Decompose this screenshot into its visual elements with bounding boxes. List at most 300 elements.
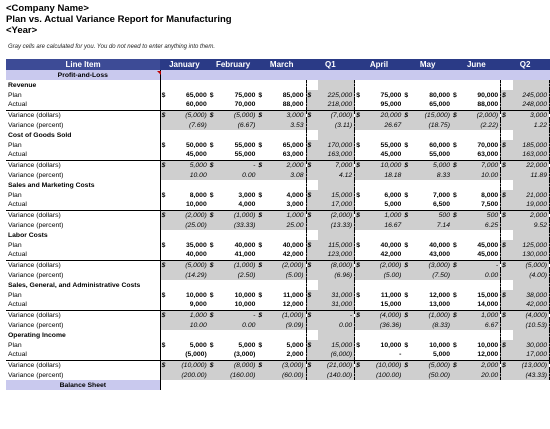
value-cell: (3,000) xyxy=(416,260,452,270)
empty-cell xyxy=(209,230,221,240)
table-row xyxy=(6,120,550,130)
empty-cell xyxy=(355,130,367,140)
currency-symbol: $ xyxy=(404,91,409,99)
row-label: Plan xyxy=(6,240,160,250)
value-cell[interactable]: 10,000 xyxy=(185,291,207,299)
value-cell[interactable]: 40,000 xyxy=(380,241,402,249)
currency-symbol xyxy=(209,150,221,160)
value-cell[interactable]: 60,000 xyxy=(185,101,207,109)
value-cell: 115,000 xyxy=(318,240,355,250)
value-cell[interactable]: 45,000 xyxy=(380,151,402,159)
currency-symbol: $ xyxy=(209,160,221,170)
value-cell: 7.14 xyxy=(416,220,452,230)
empty-cell xyxy=(160,180,172,190)
value-cell[interactable]: 6,000 xyxy=(384,191,402,199)
empty-cell xyxy=(355,230,367,240)
value-cell: 31,000 xyxy=(318,300,355,310)
empty-cell xyxy=(209,130,221,140)
value-cell[interactable]: 5,000 xyxy=(384,201,402,209)
currency-symbol: $ xyxy=(306,160,318,170)
value-cell: (13,000) xyxy=(513,360,550,370)
currency-symbol xyxy=(209,120,221,130)
table-row xyxy=(6,200,550,210)
value-cell[interactable]: 55,000 xyxy=(234,151,256,159)
currency-symbol xyxy=(160,220,172,230)
value-cell: 10.00 xyxy=(464,170,501,180)
empty-cell xyxy=(172,280,208,290)
currency-symbol xyxy=(209,370,221,380)
value-cell[interactable]: 13,000 xyxy=(429,301,450,309)
currency-symbol: $ xyxy=(257,310,269,320)
value-cell: 19,000 xyxy=(513,200,550,210)
balance-sheet-band-fill xyxy=(160,380,549,390)
empty-cell xyxy=(464,230,501,240)
currency-symbol xyxy=(257,100,269,110)
empty-cell xyxy=(355,180,367,190)
value-cell[interactable]: 10,000 xyxy=(380,341,402,349)
empty-cell xyxy=(257,280,269,290)
value-cell[interactable]: 5,000 xyxy=(270,340,306,350)
empty-cell xyxy=(221,80,258,90)
value-cell: (2,000) xyxy=(172,210,208,220)
value-cell: (5.00) xyxy=(270,270,306,280)
value-cell[interactable]: 7,500 xyxy=(464,200,501,210)
currency-symbol: $ xyxy=(501,240,513,250)
value-cell: (4,000) xyxy=(367,310,404,320)
value-cell[interactable]: 10,000 xyxy=(429,341,450,349)
empty-cell xyxy=(403,280,415,290)
empty-cell xyxy=(452,180,464,190)
currency-symbol: $ xyxy=(501,90,513,100)
value-cell: 10,000 xyxy=(367,160,404,170)
value-cell: 163,000 xyxy=(513,150,550,160)
row-label: Variance (percent) xyxy=(6,320,160,330)
section-title: Operating Income xyxy=(6,330,160,340)
value-cell: (1,000) xyxy=(221,260,258,270)
value-cell: 22,000 xyxy=(513,160,550,170)
value-cell[interactable]: 4,000 xyxy=(270,190,306,200)
empty-cell xyxy=(367,180,404,190)
value-cell[interactable]: 65,000 xyxy=(429,101,450,109)
currency-symbol xyxy=(257,220,269,230)
currency-symbol: $ xyxy=(306,110,318,120)
value-cell[interactable]: 40,000 xyxy=(234,241,256,249)
row-label: Actual xyxy=(6,250,160,260)
value-cell[interactable]: 40,000 xyxy=(270,240,306,250)
value-cell: 5,000 xyxy=(172,160,208,170)
value-cell[interactable]: 40,000 xyxy=(185,251,207,259)
empty-cell xyxy=(513,80,550,90)
value-cell[interactable]: 50,000 xyxy=(185,141,207,149)
value-cell[interactable]: 9,000 xyxy=(189,301,207,309)
section-title: Sales, General, and Administrative Costs xyxy=(6,280,160,290)
value-cell[interactable]: 5,000 xyxy=(432,351,450,359)
value-cell[interactable]: 41,000 xyxy=(234,251,256,259)
currency-symbol: $ xyxy=(161,91,166,99)
currency-symbol xyxy=(355,300,367,310)
value-cell[interactable]: 45,000 xyxy=(464,240,501,250)
value-cell: (5,000) xyxy=(221,110,258,120)
currency-symbol xyxy=(209,170,221,180)
empty-cell xyxy=(221,230,258,240)
value-cell: 25.00 xyxy=(270,220,306,230)
currency-symbol: $ xyxy=(355,310,367,320)
empty-cell xyxy=(257,80,269,90)
table-row xyxy=(6,270,550,280)
empty-cell xyxy=(257,130,269,140)
value-cell: (7.50) xyxy=(416,270,452,280)
value-cell: 10.00 xyxy=(172,170,208,180)
row-label: Variance (dollars) xyxy=(6,110,160,120)
empty-cell xyxy=(209,80,221,90)
header-line-item: Line Item xyxy=(6,59,160,70)
value-cell[interactable]: 4,000 xyxy=(238,201,256,209)
section-header-row xyxy=(6,130,550,140)
currency-symbol xyxy=(501,350,513,360)
currency-symbol: $ xyxy=(501,290,513,300)
value-cell[interactable]: 40,000 xyxy=(429,241,450,249)
value-cell: 3,000 xyxy=(270,110,306,120)
value-cell[interactable]: 2,000 xyxy=(270,350,306,360)
value-cell[interactable]: 42,000 xyxy=(380,251,402,259)
empty-cell xyxy=(209,280,221,290)
value-cell: (18.75) xyxy=(416,120,452,130)
value-cell: 2,000 xyxy=(270,160,306,170)
value-cell[interactable]: 7,000 xyxy=(432,191,450,199)
value-cell: (5,000) xyxy=(172,110,208,120)
value-cell[interactable]: 15,000 xyxy=(464,290,501,300)
section-header-row xyxy=(6,80,550,90)
currency-symbol: $ xyxy=(306,90,318,100)
currency-symbol: $ xyxy=(209,210,221,220)
currency-symbol: $ xyxy=(209,110,221,120)
currency-symbol xyxy=(306,200,318,210)
header-april: April xyxy=(355,59,404,70)
value-cell[interactable]: 42,000 xyxy=(270,250,306,260)
value-cell: 0.00 xyxy=(318,320,355,330)
table-row xyxy=(6,350,550,360)
comment-marker xyxy=(157,71,161,75)
row-label: Variance (percent) xyxy=(6,370,160,380)
report-title: Plan vs. Actual Variance Report for Manufacturing xyxy=(6,14,232,25)
value-cell[interactable]: 43,000 xyxy=(429,251,450,259)
currency-symbol: $ xyxy=(355,110,367,120)
currency-symbol xyxy=(355,170,367,180)
empty-cell xyxy=(513,230,550,240)
currency-symbol xyxy=(355,320,367,330)
value-cell[interactable]: 11,000 xyxy=(270,290,306,300)
currency-symbol xyxy=(403,270,415,280)
value-cell[interactable]: 45,000 xyxy=(464,250,501,260)
value-cell[interactable]: 11,000 xyxy=(380,291,402,299)
empty-cell xyxy=(257,330,269,340)
value-cell[interactable]: 6,500 xyxy=(432,201,450,209)
value-cell[interactable]: 63,000 xyxy=(270,150,306,160)
currency-symbol xyxy=(355,220,367,230)
currency-symbol: $ xyxy=(306,260,318,270)
currency-symbol: $ xyxy=(501,260,513,270)
currency-symbol xyxy=(403,170,415,180)
currency-symbol xyxy=(306,370,318,380)
empty-cell xyxy=(257,230,269,240)
table-row xyxy=(6,190,550,200)
value-cell: (36.36) xyxy=(367,320,404,330)
row-label: Variance (dollars) xyxy=(6,210,160,220)
currency-symbol xyxy=(257,350,269,360)
column-header-row xyxy=(6,59,550,70)
empty-cell xyxy=(416,130,452,140)
currency-symbol xyxy=(209,300,221,310)
currency-symbol: $ xyxy=(403,110,415,120)
currency-symbol xyxy=(257,370,269,380)
value-cell: 3.08 xyxy=(270,170,306,180)
value-cell: 8.33 xyxy=(416,170,452,180)
currency-symbol xyxy=(501,170,513,180)
currency-symbol xyxy=(209,220,221,230)
value-cell[interactable]: (3,000) xyxy=(233,351,256,359)
value-cell: (5,000) xyxy=(416,360,452,370)
currency-symbol: $ xyxy=(257,360,269,370)
currency-symbol xyxy=(355,270,367,280)
currency-symbol: $ xyxy=(258,91,263,99)
currency-symbol xyxy=(452,200,464,210)
currency-symbol xyxy=(160,170,172,180)
value-cell: 21,000 xyxy=(513,190,550,200)
value-cell[interactable]: 5,000 xyxy=(238,341,256,349)
section-title: Sales and Marketing Costs xyxy=(6,180,160,190)
currency-symbol: $ xyxy=(160,310,172,320)
currency-symbol xyxy=(160,200,172,210)
currency-symbol: $ xyxy=(452,210,464,220)
value-cell[interactable]: 55,000 xyxy=(429,151,450,159)
row-label: Plan xyxy=(6,140,160,150)
currency-symbol xyxy=(452,100,464,110)
empty-cell xyxy=(464,180,501,190)
currency-symbol: $ xyxy=(356,91,360,99)
empty-cell xyxy=(403,180,415,190)
value-cell: (5,000) xyxy=(172,260,208,270)
currency-symbol xyxy=(452,320,464,330)
value-cell: 1,000 xyxy=(270,210,306,220)
value-cell: (1,000) xyxy=(221,210,258,220)
value-cell[interactable]: 65,000 xyxy=(185,91,207,99)
value-cell[interactable]: 65,000 xyxy=(270,140,306,150)
value-cell[interactable]: 63,000 xyxy=(464,150,501,160)
value-cell: (4,000) xyxy=(513,310,550,320)
currency-symbol: $ xyxy=(306,340,318,350)
empty-cell xyxy=(257,180,269,190)
table-row xyxy=(6,300,550,310)
value-cell[interactable]: 85,000 xyxy=(270,90,306,100)
table-row xyxy=(6,160,550,170)
currency-symbol: $ xyxy=(306,240,318,250)
currency-symbol xyxy=(209,200,221,210)
value-cell[interactable]: 90,000 xyxy=(464,90,501,100)
value-cell[interactable]: 12,000 xyxy=(429,291,450,299)
currency-symbol: $ xyxy=(501,140,513,150)
currency-symbol xyxy=(403,300,415,310)
value-cell: (2,000) xyxy=(464,110,501,120)
table-row xyxy=(6,150,550,160)
table-row xyxy=(6,250,550,260)
currency-symbol xyxy=(403,120,415,130)
empty-cell xyxy=(270,130,306,140)
section-header-row xyxy=(6,180,550,190)
table-row xyxy=(6,310,550,320)
currency-symbol xyxy=(257,120,269,130)
value-cell[interactable]: 88,000 xyxy=(464,100,501,110)
empty-cell xyxy=(306,280,318,290)
value-cell: (6,000) xyxy=(318,350,355,360)
row-label: Variance (percent) xyxy=(6,270,160,280)
value-cell: (1,000) xyxy=(270,310,306,320)
value-cell: (6.96) xyxy=(318,270,355,280)
value-cell[interactable]: 12,000 xyxy=(270,300,306,310)
empty-cell xyxy=(367,80,404,90)
empty-cell xyxy=(318,80,355,90)
currency-symbol: $ xyxy=(258,191,263,199)
value-cell: 15,000 xyxy=(318,190,355,200)
value-cell: - xyxy=(464,260,501,270)
value-cell[interactable]: 55,000 xyxy=(234,141,256,149)
empty-cell xyxy=(160,130,172,140)
currency-symbol xyxy=(355,250,367,260)
currency-symbol: $ xyxy=(403,310,415,320)
value-cell: 0.00 xyxy=(221,320,258,330)
empty-cell xyxy=(501,230,513,240)
currency-symbol: $ xyxy=(452,160,464,170)
value-cell[interactable]: 60,000 xyxy=(429,141,450,149)
value-cell: 7,000 xyxy=(318,160,355,170)
value-cell: 3,000 xyxy=(513,110,550,120)
value-cell[interactable]: 45,000 xyxy=(185,151,207,159)
value-cell[interactable]: 14,000 xyxy=(464,300,501,310)
currency-symbol: $ xyxy=(257,260,269,270)
row-label: Variance (dollars) xyxy=(6,360,160,370)
empty-cell xyxy=(452,130,464,140)
currency-symbol: $ xyxy=(403,260,415,270)
currency-symbol: $ xyxy=(306,310,318,320)
empty-cell xyxy=(367,280,404,290)
empty-cell xyxy=(501,80,513,90)
value-cell: 130,000 xyxy=(513,250,550,260)
currency-symbol xyxy=(209,100,221,110)
empty-cell xyxy=(403,330,415,340)
currency-symbol: $ xyxy=(257,160,269,170)
value-cell[interactable]: 55,000 xyxy=(380,141,402,149)
row-label: Variance (dollars) xyxy=(6,160,160,170)
row-label: Variance (dollars) xyxy=(6,310,160,320)
value-cell[interactable]: 5,000 xyxy=(189,341,207,349)
empty-cell xyxy=(209,330,221,340)
currency-symbol xyxy=(209,320,221,330)
value-cell[interactable]: 15,000 xyxy=(380,301,402,309)
currency-symbol xyxy=(257,200,269,210)
value-cell[interactable]: 70,000 xyxy=(234,101,256,109)
empty-cell xyxy=(452,230,464,240)
row-label: Plan xyxy=(6,290,160,300)
value-cell[interactable]: 12,000 xyxy=(464,350,501,360)
currency-symbol xyxy=(403,320,415,330)
currency-symbol: $ xyxy=(209,291,214,299)
value-cell: 11.89 xyxy=(513,170,550,180)
value-cell[interactable]: 10,000 xyxy=(234,291,256,299)
value-cell[interactable]: 88,000 xyxy=(270,100,306,110)
variance-table xyxy=(6,59,550,390)
currency-symbol: $ xyxy=(452,291,457,299)
currency-symbol xyxy=(257,320,269,330)
value-cell[interactable]: 70,000 xyxy=(464,140,501,150)
empty-cell xyxy=(367,330,404,340)
value-cell[interactable]: (5,000) xyxy=(185,351,207,359)
value-cell: 17,000 xyxy=(318,200,355,210)
row-label: Plan xyxy=(6,190,160,200)
currency-symbol: $ xyxy=(501,310,513,320)
currency-symbol xyxy=(452,220,464,230)
value-cell: 500 xyxy=(416,210,452,220)
value-cell: (5.00) xyxy=(367,270,404,280)
currency-symbol xyxy=(501,220,513,230)
currency-symbol: $ xyxy=(160,210,172,220)
value-cell: (7,000) xyxy=(318,110,355,120)
value-cell[interactable]: 75,000 xyxy=(380,91,402,99)
empty-cell xyxy=(501,280,513,290)
value-cell: 17,000 xyxy=(513,350,550,360)
empty-cell xyxy=(416,330,452,340)
value-cell: (100.00) xyxy=(367,370,404,380)
currency-symbol: $ xyxy=(452,260,464,270)
value-cell: (8.33) xyxy=(416,320,452,330)
value-cell[interactable]: 10,000 xyxy=(234,301,256,309)
empty-cell xyxy=(221,280,258,290)
value-cell[interactable]: 35,000 xyxy=(185,241,207,249)
value-cell[interactable]: 10,000 xyxy=(185,201,207,209)
currency-symbol: $ xyxy=(404,241,409,249)
currency-symbol: $ xyxy=(160,110,172,120)
currency-symbol: $ xyxy=(161,191,166,199)
value-cell: (3,000) xyxy=(270,360,306,370)
value-cell[interactable]: 10,000 xyxy=(464,340,501,350)
currency-symbol: $ xyxy=(356,141,360,149)
value-cell: 2,000 xyxy=(513,210,550,220)
value-cell[interactable]: 80,000 xyxy=(429,91,450,99)
value-cell[interactable]: 75,000 xyxy=(234,91,256,99)
currency-symbol xyxy=(355,200,367,210)
empty-cell xyxy=(221,330,258,340)
currency-symbol: $ xyxy=(452,191,457,199)
value-cell[interactable]: 95,000 xyxy=(380,101,402,109)
empty-cell xyxy=(318,280,355,290)
value-cell: 170,000 xyxy=(318,140,355,150)
value-cell: 1.22 xyxy=(513,120,550,130)
value-cell: (3.11) xyxy=(318,120,355,130)
value-cell[interactable]: - xyxy=(399,351,402,359)
currency-symbol xyxy=(306,320,318,330)
value-cell: (14.29) xyxy=(172,270,208,280)
table-row xyxy=(6,140,550,150)
currency-symbol: $ xyxy=(501,210,513,220)
value-cell[interactable]: 3,000 xyxy=(270,200,306,210)
value-cell[interactable]: 8,000 xyxy=(464,190,501,200)
currency-symbol xyxy=(209,250,221,260)
empty-cell xyxy=(452,330,464,340)
value-cell[interactable]: 3,000 xyxy=(238,191,256,199)
currency-symbol xyxy=(403,250,415,260)
value-cell: (15,000) xyxy=(416,110,452,120)
currency-symbol xyxy=(501,120,513,130)
empty-cell xyxy=(172,180,208,190)
value-cell[interactable]: 8,000 xyxy=(189,191,207,199)
